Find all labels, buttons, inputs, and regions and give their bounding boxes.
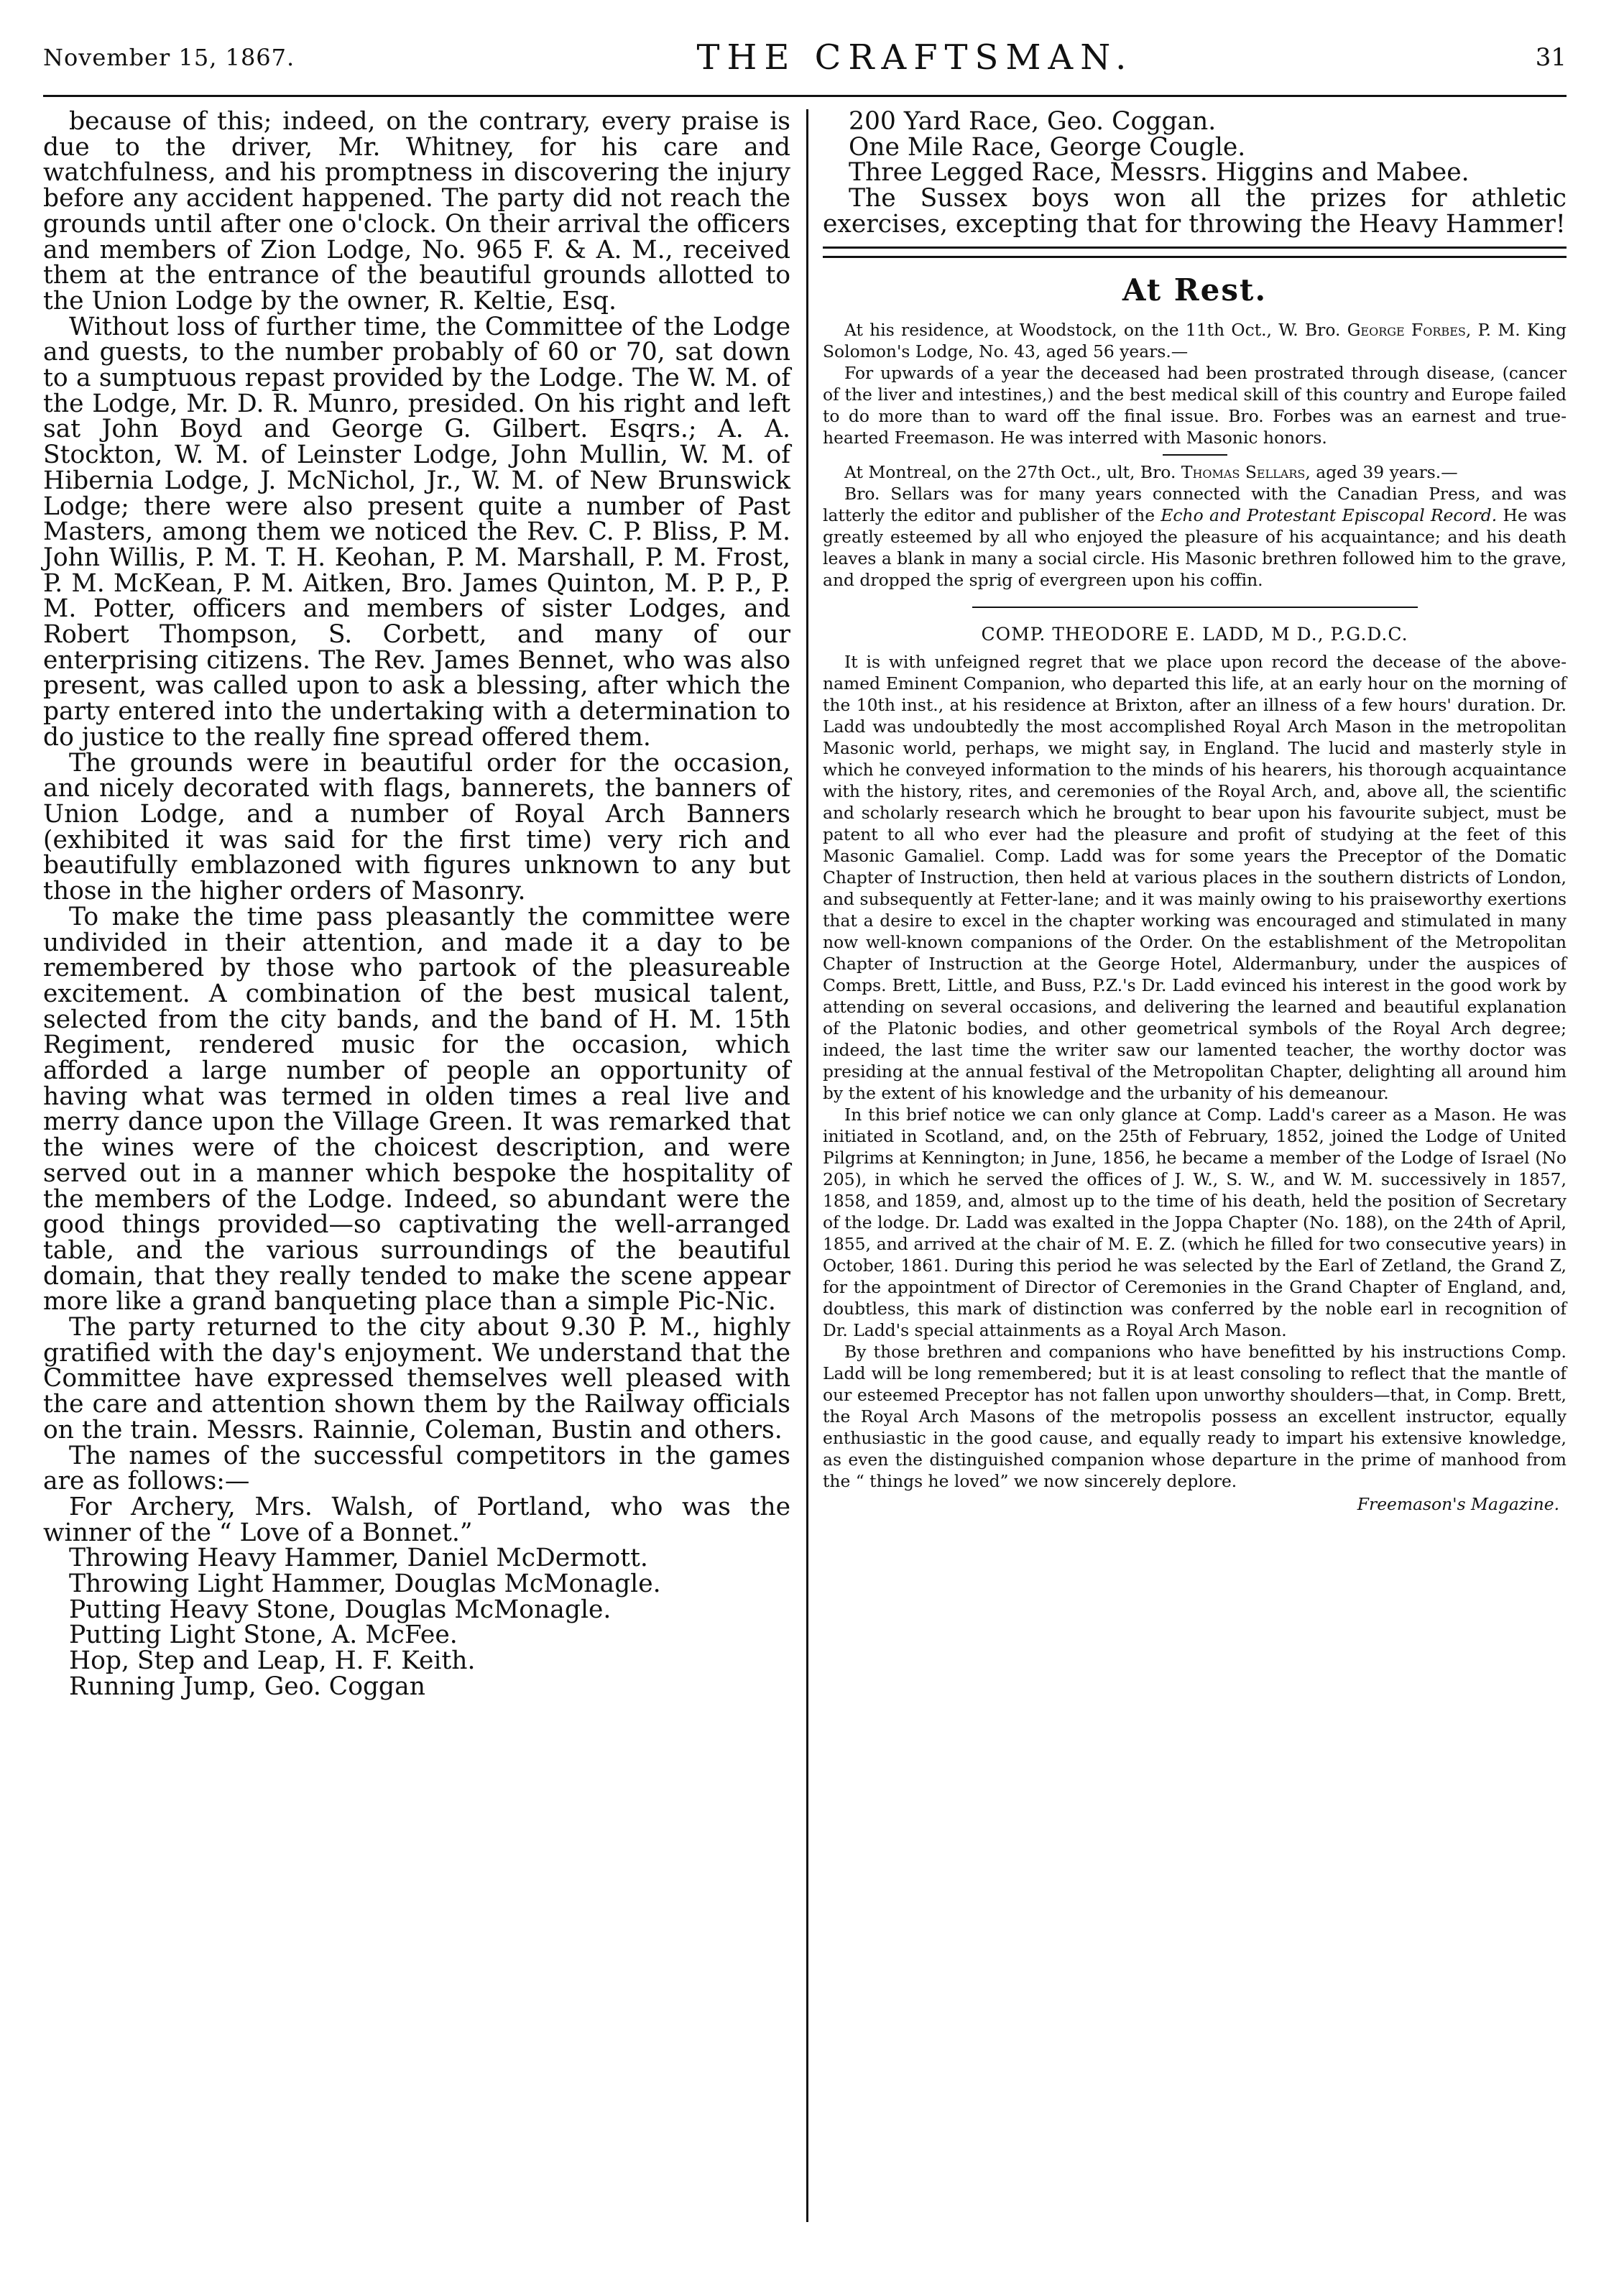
page-number: 31 [1535,43,1567,72]
obituary-ladd [823,624,1567,1515]
masthead [43,29,1567,86]
result-line: Throwing Light Hammer, Douglas McMonagle. [69,1570,661,1599]
paragraph: The party returned to the city about 9.30 P. M., highly gratified with the day's enjoyment. We understand that the Committee have expressed themselves well pleased with the care and attention shown them by the Railway officials on the train. Messrs. Rainnie, Coleman, Bustin and others. [43,1313,790,1444]
closing-paragraph: The Sussex boys won all the prizes for athletic exercises, excepting that for throwing the Heavy Hammer! [823,184,1567,239]
obituary-body: In this brief notice we can only glance at Comp. Ladd's career as a Mason. He was initiated in Scotland, and, on the 25th of February, 1852, joined the Lodge of United Pilgrims at Kennington; in June, 1856, he became a member of the Lodge of Israel (No 205), in which he served the offices of J. W., S. W., and W. M. successively in 1857, 1858, and 1859, and, almost up to the time of his death, held the position of Secretary of the lodge. Dr. Ladd was exalted in the Joppa Chapter (No. 188), on the 24th of April, 1855, and arrived at the chair of M. E. Z. (which he filled for two consecutive years) in October, 1861. During this period he was selected by the Earl of Zetland, the Grand Z, for the appointment of Director of Ceremonies in the Grand Chapter of England, and, doubtless, this mark of distinction was conferred by the noble earl in recognition of Dr. Ladd's special attainments as a Royal Arch Mason. [823,1104,1567,1340]
obit-text: Bro. Sellars was for many years connected with the Canadian Press, and was latterly the editor and publisher of the [823,483,1567,525]
result-line: Putting Light Stone, A. McFee. [69,1621,458,1650]
result-line: Putting Heavy Stone, Douglas McMonagle. [69,1595,612,1624]
paragraph: For Archery, Mrs. Walsh, of Portland, who was the winner of the “ Love of a Bonnet.” [43,1492,790,1547]
paragraph: The names of the successful competitors in the games are as follows:— [43,1441,790,1496]
paragraph: To make the time pass pleasantly the committee were undivided in their attention, and made it a day to be remembered by those who partook of the pleasureable excitement. A combination of the best musical talent, selected from the city bands, and the band of H. M. 15th Regiment, rendered music for the occasion, which afforded a large number of people an opportunity of having what was termed in olden times a real live and merry dance upon the Village Green. It was remarked that the wines were of the choicest description, and were served out in a manner which bespoke the hospitality of the members of the Lodge. Indeed, so abundant were the good things provided—so captivating the well-arranged table, and the various surroundings of the beautiful domain, that they really tended to make the scene appear more like a grand banqueting place than a simple Pic-Nic. [43,902,790,1317]
left-column [43,109,790,1700]
obituary-body: It is with unfeigned regret that we place upon record the decease of the above-named Eminent Companion, who departed this life, at an early hour on the morning of the 10th inst., at his residence at Brixton, after an illness of a few hours' duration. Dr. Ladd was undoubtedly the most accomplished Royal Arch Mason in the metropolitan Masonic world, perhaps, we might say, in England. The lucid and masterly style in which he conveyed information to the minds of his hearers, his thorough acquaintance with the history, rites, and ceremonies of the Royal Arch, and, above all, the scientific and scholarly research which he brought to bear upon his favourite subject, must be patent to all who ever had the pleasure and profit of studying at the feet of this Masonic Gamaliel. Comp. Ladd was for some years the Preceptor of the Domatic Chapter of Instruction, then held at various places in the southern districts of London, and subsequently at Fetter-lane; and it was mainly owing to his praiseworthy exertions that a desire to excel in the chapter working was encouraged and stimulated in many now well-known companions of the Order. On the establishment of the Metropolitan Chapter of Instruction at the George Hotel, Aldermanbury, under the auspices of Comps. Brett, Little, and Buss, P.Z.'s Dr. Ladd evinced his interest in the good work by attending on several occasions, and delivering the learned and beautiful explanation of the Platonic bodies, and other geometrical symbols of the Royal Arch degree; indeed, the last time the writer saw our lamented teacher, the worthy doctor was presiding at the annual festival of the Metropolitan Chapter, delighting all around him by the extent of his knowledge and the urbanity of his demeanour. [823,651,1567,1103]
publication-name: Echo and Protestant Episcopal Record. [1161,504,1498,525]
section-rule [823,246,1567,258]
result-line: 200 Yard Race, Geo. Coggan. [849,107,1217,136]
short-rule [1163,454,1227,456]
paragraph: Without loss of further time, the Committee of the Lodge and guests, to the number probably of 60 or 70, sat down to a sumptuous repast provided by the Lodge. The W. M. of the Lodge, Mr. D. R. Munro, presided. On his right and left sat John Boyd and George G. Gilbert. Esqrs.; A. A. Stockton, W. M. of Leinster Lodge, John Mullin, W. M. of Hibernia Lodge, J. McNichol, Jr., W. M. of New Brunswick Lodge; there were also present quite a number of Past Masters, among them we noticed the Rev. C. P. Bliss, P. M. John Willis, P. M. T. H. Keohan, P. M. Marshall, P. M. Frost, P. M. McKean, P. M. Aitken, Bro. James Quinton, M. P. P., P. M. Potter, officers and members of sister Lodges, and Robert Thompson, S. Corbett, and many of our enterprising citizens. The Rev. James Bennet, who was also present, was called upon to ask a blessing, after which the party entered into the undertaking with a determination to do justice to the really fine spread offered them. [43,312,790,752]
obituary-body: By those brethren and companions who have benefitted by his instructions Comp. Ladd will be long remembered; but it is at least consoling to reflect that the mantle of our esteemed Preceptor has not fallen upon unworthy shoulders—that, in Comp. Brett, the Royal Arch Masons of the metropolis possess an excellent instructor, equally enthusiastic in the good cause, and equally ready to impart his extensive knowledge, as even the distinguished companion whose departure in the prime of manhood from the “ things he loved” we now sincerely deplore. [823,1341,1567,1491]
obituary-sellars [823,461,1567,591]
right-column [823,109,1567,1515]
issue-date: November 15, 1867. [43,44,295,71]
newspaper-page [43,29,1567,2264]
obit-text: , P. M. King Solomon's Lodge, No. 43, aged 56 years.— [823,319,1567,361]
header-rule [43,95,1567,97]
paragraph: The grounds were in beautiful order for the occasion, and nicely decorated with flags, bannerets, the banners of Union Lodge, and a number of Royal Arch Banners (exhibited it was said for the first time) very rich and beautifully emblazoned with figures unknown to any but those in the higher orders of Masonry. [43,748,790,906]
result-line: One Mile Race, George Cougle. [849,132,1246,162]
obituary-heading: COMP. THEODORE E. LADD, M D., P.G.D.C. [981,623,1408,645]
obit-text: At Montreal, on the 27th Oct., ult, Bro. [844,461,1176,482]
long-rule [972,607,1418,608]
result-line: Throwing Heavy Hammer, Daniel McDermott. [69,1544,648,1573]
source-credit: Freemason's Magazine. [1357,1493,1559,1514]
column-divider [806,109,808,2222]
section-heading: At Rest. [1122,272,1268,308]
results-continued [823,109,1567,238]
obituary-forbes [823,319,1567,448]
obituary-intro [823,461,1567,483]
obit-text: , aged 39 years.— [1305,461,1458,482]
deceased-name: Thomas Sellars [1181,461,1306,482]
paragraph: because of this; indeed, on the contrary, every praise is due to the driver, Mr. Whitney, for his care and watchfulness, and his promptness in discovering the injury before any accident happened. The party did not reach the grounds until after one o'clock. On their arrival the officers and members of Zion Lodge, No. 965 F. & A. M., received them at the entrance of the beautiful grounds allotted to the Union Lodge by the owner, R. Keltie, Esq. [43,107,790,315]
result-line: Hop, Step and Leap, H. F. Keith. [69,1646,476,1676]
obituary-intro [823,319,1567,362]
result-line: Three Legged Race, Messrs. Higgins and Mabee. [849,158,1470,188]
publication-title: THE CRAFTSMAN. [696,37,1134,78]
obituary-body [823,483,1567,591]
result-line: Running Jump, Geo. Coggan [69,1672,425,1701]
obit-text: At his residence, at Woodstock, on the 11th Oct., W. Bro. [844,319,1341,340]
obituary-body: For upwards of a year the deceased had been prostrated through disease, (cancer of the liver and intestines,) and the best medical skill of this country and Europe failed to do more than to ward off the final issue. Bro. Forbes was an earnest and true-hearted Freemason. He was interred with Masonic honors. [823,362,1567,448]
obit-text: He was greatly esteemed by all who enjoyed the pleasure of his acquaintance; and his death leaves a blank in many a social circle. His Masonic brethren followed him to the grave, and dropped the sprig of evergreen upon his coffin. [823,504,1567,590]
deceased-name: George Forbes [1347,319,1466,340]
